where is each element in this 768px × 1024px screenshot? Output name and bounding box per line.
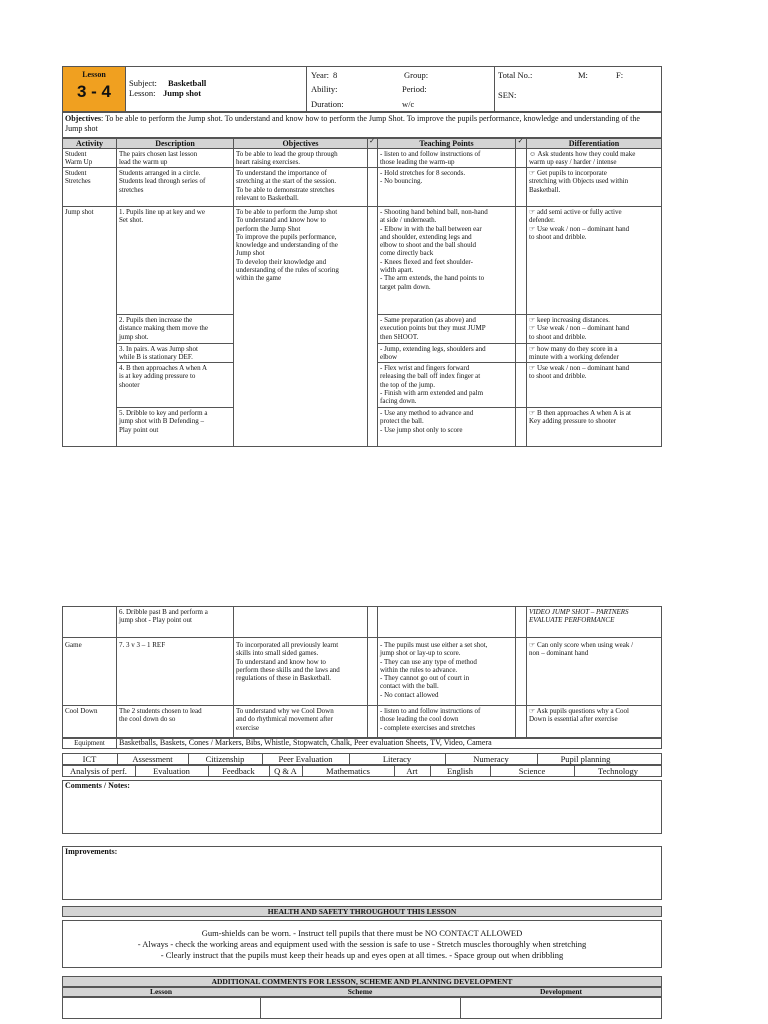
col-divider (490, 765, 491, 777)
cross-curricular-item: Citizenship (205, 754, 245, 764)
cross-curricular-item: Evaluation (153, 766, 190, 776)
activity-cell: Cool Down (65, 707, 98, 715)
total-label: Total No.: (498, 70, 533, 80)
col-divider (349, 753, 350, 765)
objectives-label: Objectives (65, 114, 101, 123)
objectives-text (65, 114, 659, 133)
health-safety-line-1: Gum-shields can be worn. - Instruct tell pupils that there must be NO CONTACT ALLOWED (201, 928, 523, 938)
description-cell: The 2 students chosen to lead the cool down do so (119, 707, 202, 724)
col-header-description: Description (155, 139, 195, 148)
health-safety-line-3: - Clearly instruct that the pupils must keep their heads up and eyes open at all times. - Space group out when dribbling (160, 950, 564, 960)
col-divider (260, 997, 261, 1019)
description-cell: 5. Dribble to key and perform a jump shot with B Defending – Play point out (119, 409, 208, 434)
col-divider (537, 753, 538, 765)
col-divider (394, 765, 395, 777)
divider (306, 66, 307, 112)
differentiation-cell: ☞ B then approaches A when A is at Key adding pressure to shooter (529, 409, 631, 426)
objectives-cell: To be able to lead the group through heart raising exercises. (236, 150, 338, 167)
col-divider (367, 138, 368, 447)
col-divider (116, 738, 117, 749)
additional-body (62, 997, 662, 1019)
additional-title: ADDITIONAL COMMENTS FOR LESSON, SCHEME AND PLANNING DEVELOPMENT (211, 977, 513, 986)
divider (125, 66, 126, 112)
teaching-cell: - Use any method to advance and protect the ball. - Use jump shot only to score (380, 409, 474, 434)
description-cell: 4. B then approaches A when A is at key adding pressure to shooter (119, 364, 208, 389)
equipment-label: Equipment (74, 739, 105, 747)
year-value: 8 (333, 70, 338, 80)
comments-label: Comments / Notes: (65, 781, 130, 790)
objectives-body: : To be able to perform the Jump shot. To understand and know how to perform the Jump Shot. To improve the pupils performance, knowledge and understanding of the Jump shot (65, 114, 640, 133)
cross-curricular-item: Numeracy (473, 754, 509, 764)
improvements-box (62, 846, 662, 900)
description-cell: 1. Pupils line up at key and we Set shot. (119, 208, 205, 225)
teaching-cell: - Hold stretches for 8 seconds. - No bouncing. (380, 169, 466, 186)
description-cell: 7. 3 v 3 – 1 REF (119, 641, 166, 649)
teaching-cell: - Jump, extending legs, shoulders and elbow (380, 345, 486, 362)
comments-box (62, 780, 662, 834)
f-label: F: (616, 70, 624, 80)
teaching-cell: - Shooting hand behind ball, non-hand at side / underneath. - Elbow in with the ball between ear and shoulder, extending legs and elbow to shoot and the ball should come directly back - Knees flexed and feet shoulder- width apart. - The arm extends, the hand points to target palm down. (380, 208, 488, 291)
cross-curricular-item: Mathematics (326, 766, 370, 776)
col-header-differentiation: Differentiation (568, 139, 620, 148)
teaching-cell: - Same preparation (as above) and execution points but they must JUMP then SHOOT. (380, 316, 486, 341)
additional-col-lesson: Lesson (149, 987, 173, 996)
subject-value: Basketball (168, 78, 207, 88)
differentiation-cell: ☞ how many do they score in a minute with a working defender (529, 345, 619, 362)
col-header-teaching-points: Teaching Points (419, 139, 474, 148)
col-header-activity: Activity (75, 139, 104, 148)
col-divider (188, 753, 189, 765)
subject-label: Subject: (129, 78, 157, 88)
additional-col-scheme: Scheme (347, 987, 373, 996)
activity-cell: Jump shot (65, 208, 94, 216)
col-divider (430, 765, 431, 777)
teaching-cell: - The pupils must use either a set shot, jump shot or lay-up to score. - They can use any type of method within the rules to advance. - They cannot go out of court in contact with the ball. - No contact allowed (380, 641, 488, 699)
divider (494, 66, 495, 112)
col-divider (262, 753, 263, 765)
ability-label: Ability: (311, 84, 338, 94)
tick-header: ✓ (369, 137, 375, 145)
differentiation-cell: ☺ Ask students how they could make warm up easy / harder / intense (529, 150, 636, 167)
description-cell: 3. In pairs. A was Jump shot while B is stationary DEF. (119, 345, 198, 362)
cross-curricular-item: Literacy (382, 754, 412, 764)
lesson-label: Lesson (82, 70, 106, 79)
cross-curricular-item: Pupil planning (560, 754, 611, 764)
col-divider (460, 997, 461, 1019)
cross-curricular-item: Analysis of perf. (70, 766, 127, 776)
col-header-objectives: Objectives (282, 139, 319, 148)
health-safety-line-2: - Always - check the working areas and equipment used with the session is safe to use - Stretch muscles thoroughly when stretching (137, 939, 587, 949)
differentiation-cell: ☞ Use weak / non – dominant hand to shoot and dribble. (529, 364, 630, 381)
activity-cell: Game (65, 641, 82, 649)
cross-curricular-item: Q & A (274, 766, 297, 776)
cross-curricular-item: Art (406, 766, 418, 776)
col-divider (208, 765, 209, 777)
lesson-number: 3 - 4 (76, 82, 112, 101)
comments-label-text: Comments / Notes (65, 781, 128, 790)
description-cell: The pairs chosen last lesson lead the warm up (119, 150, 198, 167)
m-label: M: (578, 70, 588, 80)
objectives-cell: To understand the importance of stretching at the start of the session. To be able to demonstrate stretches relevant to Basketball. (236, 169, 337, 202)
lesson-label-2: Lesson: (129, 88, 156, 98)
wc-label: w/c (402, 99, 415, 109)
col-divider (135, 765, 136, 777)
improvements-label-text: Improvements (65, 847, 115, 856)
activity-cell: Student Warm Up (65, 150, 93, 167)
teaching-cell: - listen to and follow instructions of those leading the cool down - complete exercises and stretches (380, 707, 481, 732)
period-label: Period: (402, 84, 427, 94)
objectives-cell: To be able to perform the Jump shot To understand and know how to perform the Jump Shot To improve the pupils performance, knowledge and understanding of the Jump shot To develop their knowledge and understanding of the rules of scoring within the game (236, 208, 339, 283)
cross-curricular-item: Peer Evaluation (278, 754, 333, 764)
cross-curricular-item: Assessment (132, 754, 173, 764)
col-divider (515, 606, 516, 738)
health-safety-title: HEALTH AND SAFETY THROUGHOUT THIS LESSON (267, 907, 457, 916)
cross-curricular-item: English (447, 766, 473, 776)
sen-label: SEN: (498, 90, 517, 100)
cross-curricular-item: Feedback (222, 766, 255, 776)
differentiation-cell: ☞ Can only score when using weak / non – dominant hand (529, 641, 634, 658)
description-cell: Students arranged in a circle. Students lead through series of stretches (119, 169, 206, 194)
activity-cell: Student Stretches (65, 169, 91, 186)
cross-curricular-item: Technology (597, 766, 638, 776)
equipment-text: Basketballs, Baskets, Cones / Markers, Bibs, Whistle, Stopwatch, Chalk, Peer evaluation Sheets, TV, Video, Camera (119, 738, 492, 747)
col-divider (515, 138, 516, 447)
col-divider (269, 765, 270, 777)
col-divider (302, 765, 303, 777)
differentiation-cell: ☞ Ask pupils questions why a Cool Down is essential after exercise (529, 707, 630, 724)
teaching-cell: - listen to and follow instructions of those leading the warm-up (380, 150, 481, 167)
year-label: Year: (311, 70, 330, 80)
cross-curricular-item: Science (518, 766, 546, 776)
row-divider (62, 637, 662, 638)
additional-col-development: Development (539, 987, 583, 996)
differentiation-cell: ☞ keep increasing distances. ☞ Use weak / non – dominant hand to shoot and dribble. (529, 316, 630, 341)
col-divider (574, 765, 575, 777)
col-divider (367, 606, 368, 738)
differentiation-cell: ☞ Get pupils to incorporate stretching with Objects used within Basketball. (529, 169, 629, 194)
duration-label: Duration: (311, 99, 344, 109)
tick-header: ✓ (517, 137, 524, 145)
group-label: Group: (404, 70, 429, 80)
col-divider (117, 753, 118, 765)
description-cell: 6. Dribble past B and perform a jump shot - Play point out (119, 608, 208, 625)
differentiation-cell: ☞ add semi active or fully active defender. ☞ Use weak / non – dominant hand to shoot and dribble. (529, 208, 630, 241)
teaching-cell: - Flex wrist and fingers forward releasing the ball off index finger at the top of the jump. - Finish with arm extended and palm facing down. (380, 364, 484, 406)
description-cell: 2. Pupils then increase the distance making them move the jump shot. (119, 316, 209, 341)
improvements-label: Improvements: (65, 847, 118, 856)
cross-curricular-item: ICT (82, 754, 97, 764)
lesson-value: Jump shot (163, 88, 202, 98)
col-divider (445, 753, 446, 765)
differentiation-cell: VIDEO JUMP SHOT – PARTNERS EVALUATE PERFORMANCE (529, 608, 629, 625)
objectives-cell: To incorporated all previously learnt skills into small sided games. To understand and know how to perform these skills and the laws and regulations of these in Basketball. (236, 641, 340, 683)
objectives-cell: To understand why we Cool Down and do rhythmical movement after exercise (236, 707, 334, 732)
